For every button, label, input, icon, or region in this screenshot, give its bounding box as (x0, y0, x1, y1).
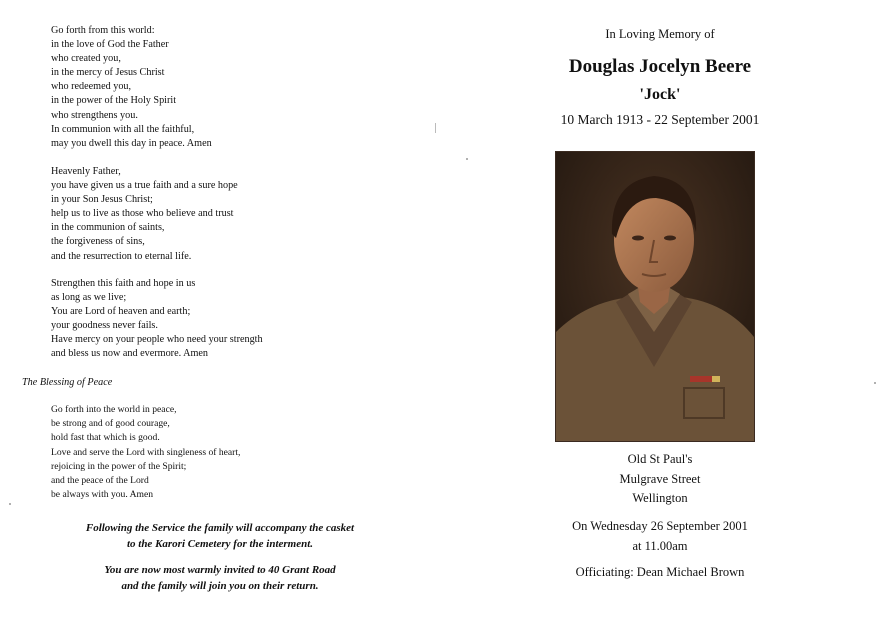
verse-line: in the love of God the Father (51, 39, 169, 51)
prayer-commendation (51, 24, 212, 151)
verse-line: be always with you. Amen (51, 489, 154, 501)
verse-line: in the power of the Holy Spirit (51, 95, 177, 107)
right-panel (440, 0, 880, 622)
verse-line: help us to live as those who believe and trust (51, 208, 234, 220)
prayer-heavenly-father (51, 165, 238, 264)
verse-line: your goodness never fails. (51, 320, 158, 332)
text-line: Old St Paul's (627, 452, 693, 466)
verse-line: Go forth from this world: (51, 25, 155, 36)
text-line: On Wednesday 26 September 2001 (572, 519, 748, 533)
invitation-note (0, 562, 440, 594)
verse-line: who redeemed you, (51, 81, 132, 93)
verse-line: in your Son Jesus Christ; (51, 194, 153, 206)
verse-line: and bless us now and evermore. Amen (51, 348, 209, 360)
fold-mark (435, 123, 436, 133)
speck (9, 503, 11, 505)
text-line: at 11.00am (632, 539, 688, 553)
life-dates: 10 March 1913 - 22 September 2001 (560, 112, 760, 127)
text-line: Mulgrave Street (619, 471, 701, 486)
speck (874, 382, 876, 384)
verse-line: who created you, (51, 53, 121, 65)
venue (440, 450, 880, 509)
text-line: Wellington (632, 491, 688, 505)
nickname: 'Jock' (639, 86, 681, 103)
text-line: Following the Service the family will accompany the casket (85, 522, 355, 534)
verse-line: as long as we live; (51, 292, 127, 304)
verse-line: be strong and of good courage, (51, 418, 170, 430)
verse-line: Have mercy on your people who need your strength (51, 334, 263, 346)
portrait-image (555, 151, 755, 442)
casket-note (0, 520, 440, 552)
verse-line: who strengthens you. (51, 109, 138, 121)
verse-line: In communion with all the faithful, (51, 123, 195, 135)
text-line: and the family will join you on their return. (121, 580, 319, 592)
verse-line: Love and serve the Lord with singleness of heart, (51, 446, 241, 458)
officiating: Officiating: Dean Michael Brown (575, 565, 745, 579)
verse-line: and the peace of the Lord (51, 475, 149, 487)
verse-line: in the communion of saints, (51, 222, 165, 234)
verse-line: Strengthen this faith and hope in us (51, 278, 196, 289)
memory-line: In Loving Memory of (605, 27, 715, 41)
text-line: to the Karori Cemetery for the interment. (126, 538, 314, 550)
verse-line: Go forth into the world in peace, (51, 404, 177, 415)
text-line: You are now most warmly invited to 40 Grant Road (104, 564, 336, 576)
verse-line: and the resurrection to eternal life. (51, 250, 192, 262)
deceased-name: Douglas Jocelyn Beere (568, 56, 752, 77)
verse-line: in the mercy of Jesus Christ (51, 67, 165, 79)
service-time (440, 516, 880, 556)
verse-line: hold fast that which is good. (51, 432, 160, 444)
verse-line: the forgiveness of sins, (51, 236, 145, 248)
blessing-of-peace (51, 403, 240, 502)
verse-line: you have given us a true faith and a sure hope (51, 180, 238, 192)
verse-line: rejoicing in the power of the Spirit; (51, 460, 187, 472)
verse-line: You are Lord of heaven and earth; (51, 306, 191, 318)
verse-line: Heavenly Father, (51, 166, 121, 177)
blessing-heading: The Blessing of Peace (22, 377, 113, 388)
prayer-strengthen (51, 277, 263, 362)
verse-line: may you dwell this day in peace. Amen (51, 137, 212, 149)
